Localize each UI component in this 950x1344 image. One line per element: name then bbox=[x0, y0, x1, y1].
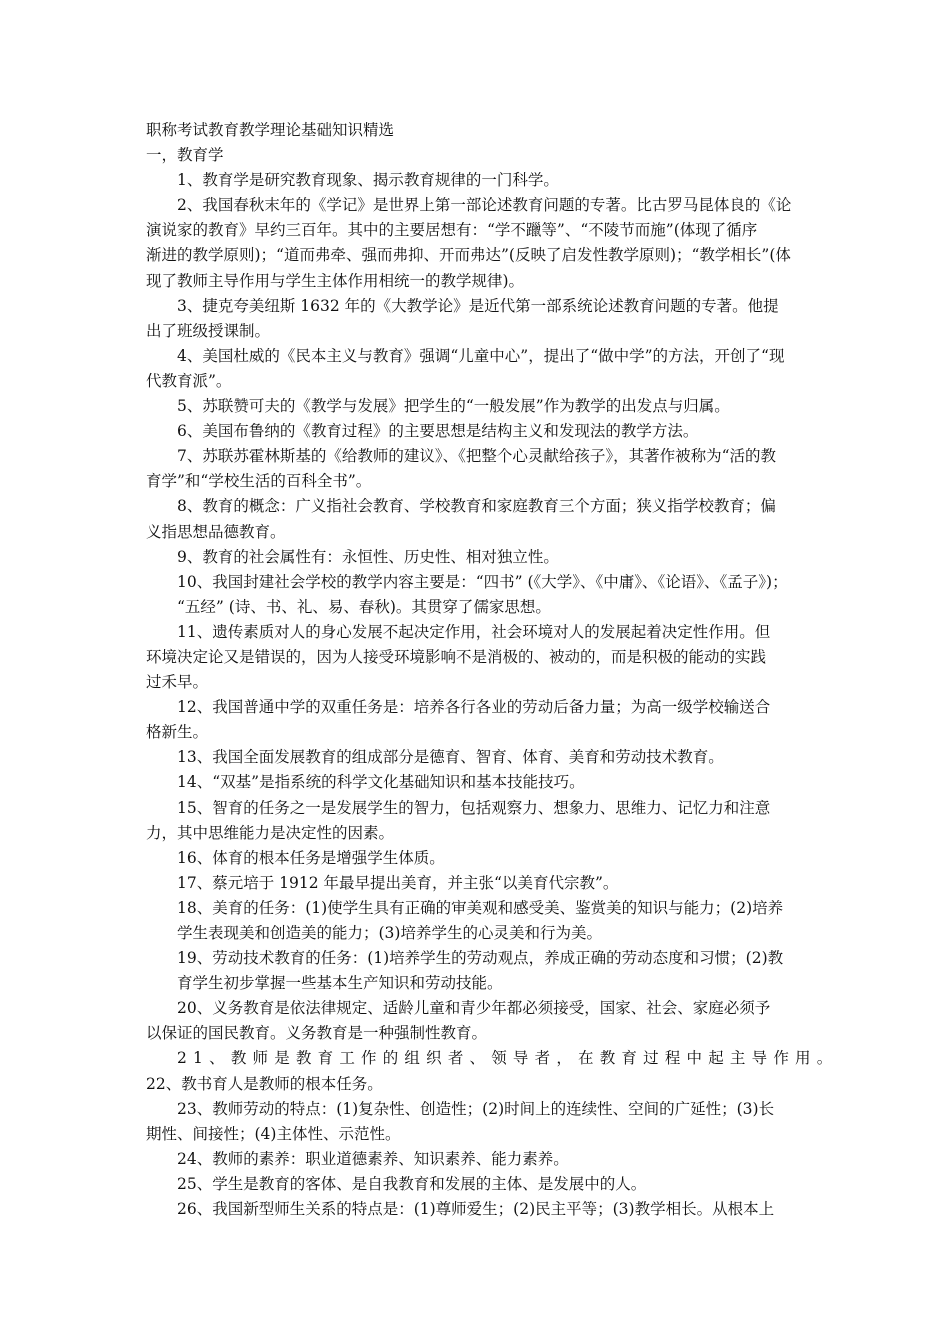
text-line: 12、我国普通中学的双重任务是：培养各行各业的劳动后备力量；为高一级学校输送合 bbox=[177, 698, 771, 717]
document-body bbox=[146, 168, 839, 1222]
text-line: 格新生。 bbox=[146, 723, 209, 742]
text-line: 17、蔡元培于 1912 年最早提出美育，并主张“以美育代宗教”。 bbox=[177, 873, 619, 892]
text-line: 期性、间接性；(4)主体性、示范性。 bbox=[146, 1124, 401, 1143]
text-line: 过禾早。 bbox=[146, 673, 209, 692]
document-title: 职称考试教育教学理论基础知识精选 bbox=[146, 121, 395, 139]
text-line: 演说家的教育》早约三百年。其中的主要居想有：“学不躐等”、“不陵节而施”(体现了循序 bbox=[146, 221, 758, 240]
text-line: 1、教育学是研究教育现象、揭示教育规律的一门科学。 bbox=[177, 171, 559, 190]
section-heading: 一，教育学 bbox=[146, 146, 224, 165]
text-line: 力，其中思维能力是决定性的因素。 bbox=[146, 823, 395, 842]
text-line: 4、美国杜威的《民本主义与教育》强调“儿童中心”，提出了“做中学”的方法，开创了“现 bbox=[177, 346, 785, 365]
text-line: 9、教育的社会属性有：永恒性、历史性、相对独立性。 bbox=[177, 547, 559, 566]
text-line: 育学”和“学校生活的百科全书”。 bbox=[146, 472, 372, 491]
text-line: 5、苏联赞可夫的《教学与发展》把学生的“一般发展”作为教学的出发点与归属。 bbox=[177, 397, 730, 416]
text-line: 14、“双基”是指系统的科学文化基础知识和基本技能技巧。 bbox=[177, 773, 585, 792]
text-line: 8、教育的概念：广义指社会教育、学校教育和家庭教育三个方面；狭义指学校教育；偏 bbox=[177, 497, 776, 516]
text-line: 20、义务教育是依法律规定、适龄儿童和青少年都必须接受，国家、社会、家庭必须予 bbox=[177, 999, 771, 1018]
text-line: 13、我国全面发展教育的组成部分是德育、智育、体育、美育和劳动技术教育。 bbox=[177, 748, 724, 767]
document-page bbox=[146, 118, 839, 1222]
text-line: 代教育派”。 bbox=[146, 371, 232, 390]
text-line: 24、教师的素养：职业道德素养、知识素养、能力素养。 bbox=[177, 1149, 569, 1168]
text-line: “五经” (诗、书、礼、易、春秋)。其贯穿了儒家思想。 bbox=[177, 597, 551, 616]
text-line: 18、美育的任务：(1)使学生具有正确的审美观和感受美、鉴赏美的知识与能力；(2)培养 bbox=[177, 898, 784, 917]
text-line: 3、捷克夸美纽斯 1632 年的《大教学论》是近代第一部系统论述教育问题的专著。他提 bbox=[177, 296, 779, 315]
text-line: 23、教师劳动的特点：(1)复杂性、创造性；(2)时间上的连续性、空间的广延性；(3)长 bbox=[177, 1099, 775, 1118]
text-line: 15、智育的任务之一是发展学生的智力，包括观察力、想象力、思维力、记忆力和注意 bbox=[177, 798, 771, 817]
text-line: 渐进的教学原则)；“道而弗牵、强而弗抑、开而弗达”(反映了启发性教学原则)；“教学相长”(体 bbox=[146, 246, 791, 265]
text-line: 16、体育的根本任务是增强学生体质。 bbox=[177, 848, 445, 867]
text-line: 22、教书育人是教师的根本任务。 bbox=[146, 1074, 383, 1093]
text-line: 21、教师是教育工作的组织者、领导者，在教育过程中起主导作用。 bbox=[177, 1049, 839, 1068]
text-line: 环境决定论又是错误的，因为人接受环境影响不是消极的、被动的，而是积极的能动的实践 bbox=[146, 647, 767, 666]
text-line: 25、学生是教育的客体、是自我教育和发展的主体、是发展中的人。 bbox=[177, 1174, 647, 1193]
text-line: 出了班级授课制。 bbox=[146, 321, 271, 340]
text-line: 现了教师主导作用与学生主体作用相统一的教学规律)。 bbox=[146, 271, 525, 290]
text-line: 19、劳动技术教育的任务：(1)培养学生的劳动观点，养成正确的劳动态度和习惯；(2)教 bbox=[177, 949, 784, 968]
text-line: 11、遗传素质对人的身心发展不起决定作用，社会环境对人的发展起着决定性作用。但 bbox=[177, 622, 771, 641]
text-line: 学生表现美和创造美的能力；(3)培养学生的心灵美和行为美。 bbox=[177, 924, 602, 942]
text-line: 10、我国封建社会学校的教学内容主要是：“四书” (《大学》、《中庸》、《论语》、《孟子》)； bbox=[177, 572, 788, 591]
text-line: 6、美国布鲁纳的《教育过程》的主要思想是结构主义和发现法的教学方法。 bbox=[177, 422, 699, 441]
text-line: 2、我国春秋末年的《学记》是世界上第一部论述教育问题的专著。比古罗马昆体良的《论 bbox=[177, 196, 792, 215]
text-line: 以保证的国民教育。义务教育是一种强制性教育。 bbox=[146, 1024, 488, 1043]
text-line: 育学生初步掌握一些基本生产知识和劳动技能。 bbox=[177, 974, 503, 993]
text-line: 7、苏联苏霍林斯基的《给教师的建议》、《把整个心灵献给孩子》，其著作被称为“活的教 bbox=[177, 447, 777, 466]
text-line: 义指思想品德教育。 bbox=[146, 522, 286, 541]
text-line: 26、我国新型师生关系的特点是：(1)尊师爱生；(2)民主平等；(3)教学相长。从根本上 bbox=[177, 1200, 775, 1219]
